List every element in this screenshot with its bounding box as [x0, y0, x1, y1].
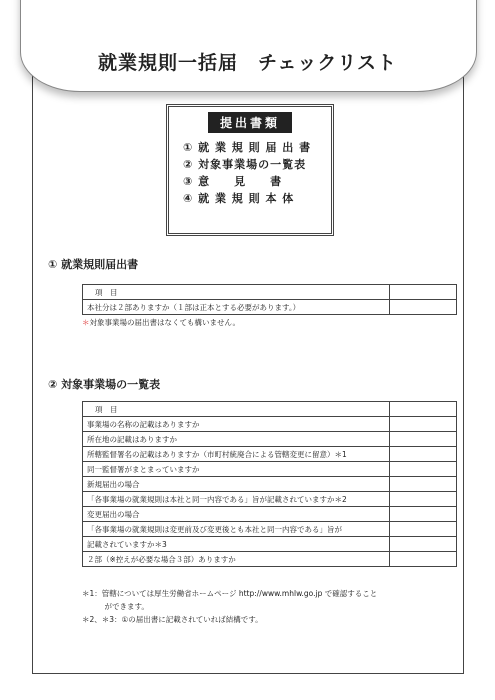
- table-row: [83, 507, 457, 522]
- section1-note: ＊対象事業場の届出書はなくても構いません。: [82, 318, 240, 327]
- doc-item: ① 就 業 規 則 届 出 書: [183, 141, 312, 154]
- section1-table: [82, 284, 457, 315]
- check-cell[interactable]: [390, 432, 457, 447]
- doc-item: ③ 意 見 書: [183, 175, 283, 188]
- check-item: 同一監督署がまとまっていますか: [83, 462, 390, 477]
- check-cell[interactable]: [390, 507, 457, 522]
- check-item: 記載されていますか＊3: [83, 537, 390, 552]
- table-row: [83, 522, 457, 537]
- check-item: 「各事業場の就業規則は本社と同一内容である」旨が記載されていますか＊2: [83, 492, 390, 507]
- table-row: [83, 492, 457, 507]
- table-row: [83, 432, 457, 447]
- table-row: [83, 417, 457, 432]
- check-item: 本社分は２部ありますか（１部は正本とする必要があります。）: [83, 300, 390, 315]
- title-banner: [20, 0, 477, 92]
- table-header: 項 目: [83, 402, 390, 417]
- check-item: 事業場の名称の記載はありますか: [83, 417, 390, 432]
- footnote: ＊1：管轄については厚生労働省ホームページ http://www.mhlw.go.jp で確認すること: [82, 589, 378, 598]
- check-cell[interactable]: [390, 462, 457, 477]
- doc-item: ② 対象事業場の一覧表: [183, 158, 307, 171]
- section2-heading: ② 対象事業場の一覧表: [48, 378, 161, 391]
- table-header: 項 目: [83, 285, 390, 300]
- check-cell[interactable]: [390, 537, 457, 552]
- table-row: [83, 285, 457, 300]
- table-row: [83, 537, 457, 552]
- check-cell[interactable]: [390, 300, 457, 315]
- check-item: ２部（※控えが必要な場合３部）ありますか: [83, 552, 390, 567]
- section2-notes: [82, 587, 377, 626]
- section1-heading: ① 就業規則届出書: [48, 258, 139, 271]
- table-row: [83, 462, 457, 477]
- check-item: 所在地の記載はありますか: [83, 432, 390, 447]
- table-row: [83, 477, 457, 492]
- check-cell[interactable]: [390, 417, 457, 432]
- check-cell[interactable]: [390, 492, 457, 507]
- check-item: 新規届出の場合: [83, 477, 390, 492]
- required-documents-header: 提出書類: [208, 112, 292, 133]
- section2-table: [82, 401, 457, 567]
- table-row: [83, 447, 457, 462]
- table-row: [83, 300, 457, 315]
- check-cell[interactable]: [390, 522, 457, 537]
- page-title: 就業規則一括届 チェックリスト: [97, 52, 398, 74]
- doc-item: ④ 就 業 規 則 本 体: [183, 192, 295, 205]
- check-item: 「各事業場の就業規則は変更前及び変更後とも本社と同一内容である」旨が: [83, 522, 390, 537]
- check-cell[interactable]: [390, 402, 457, 417]
- check-item: 所轄監督署名の記載はありますか（市町村統廃合による管轄変更に留意）＊1: [83, 447, 390, 462]
- check-cell[interactable]: [390, 285, 457, 300]
- required-documents-box: [166, 104, 334, 236]
- table-row: [83, 552, 457, 567]
- check-cell[interactable]: [390, 447, 457, 462]
- footnote: ＊2、＊3：①の届出書に記載されていれば結構です。: [82, 615, 263, 624]
- check-item: 変更届出の場合: [83, 507, 390, 522]
- footnote: ができます。: [82, 602, 149, 611]
- check-cell[interactable]: [390, 477, 457, 492]
- check-cell[interactable]: [390, 552, 457, 567]
- table-row: [83, 402, 457, 417]
